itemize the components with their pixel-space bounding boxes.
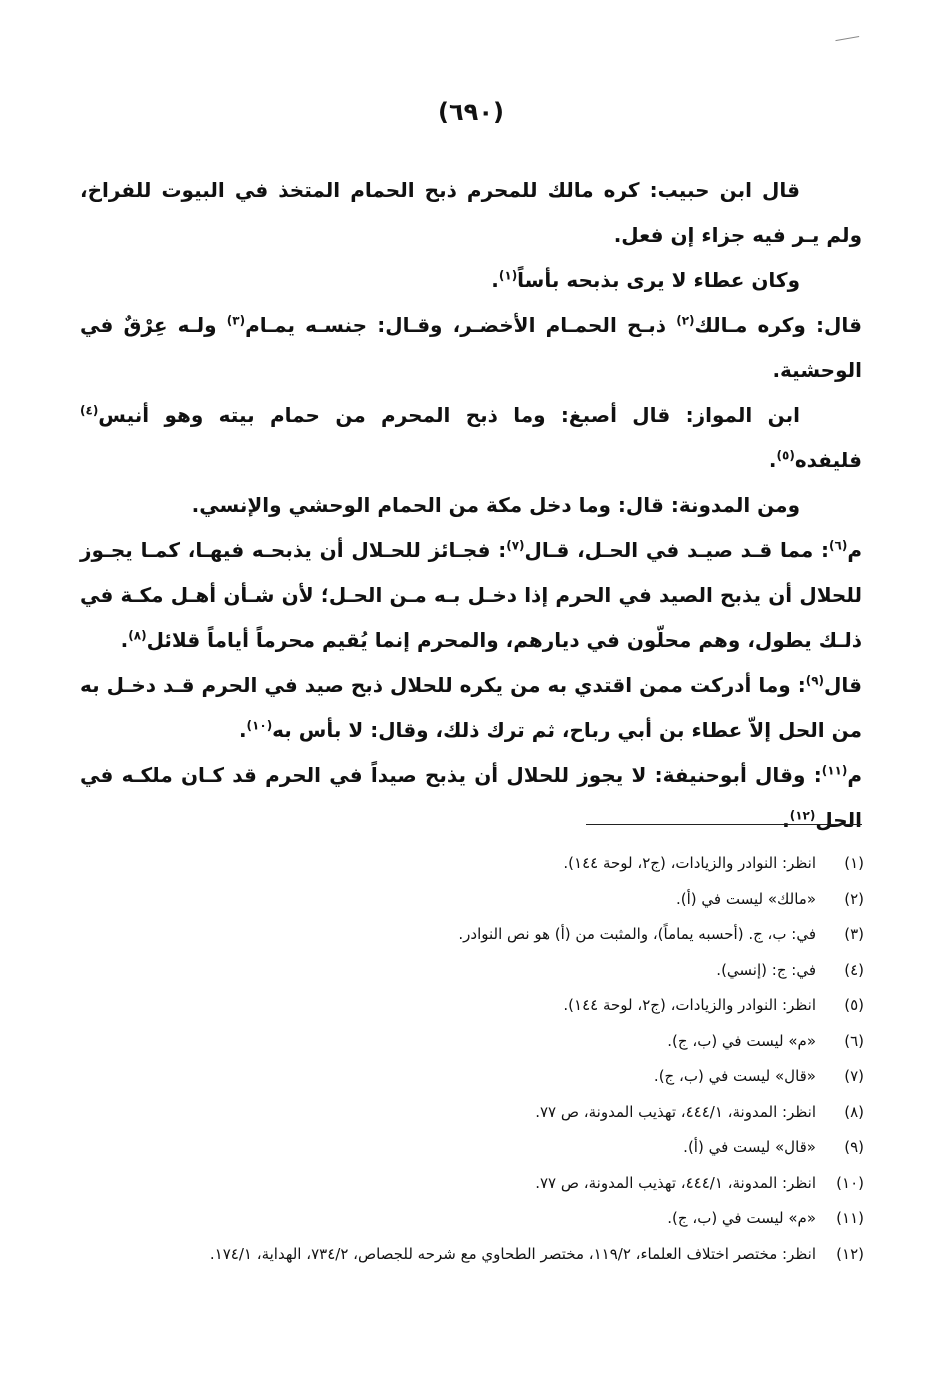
footnote-item — [80, 953, 864, 989]
footnote-divider — [586, 824, 862, 825]
footnote-number: (١٢) — [836, 1244, 864, 1263]
text-segment: . — [768, 448, 777, 472]
text-segment: . — [238, 718, 247, 742]
footnote-ref: (٣) — [226, 313, 246, 328]
page-number: (٦٩٠) — [438, 98, 504, 126]
text-segment: وكان عطاء لا يرى بذبحه بأساً — [517, 268, 800, 292]
footnote-number: (٦) — [844, 1031, 864, 1050]
footnote-item — [80, 988, 864, 1024]
footnote-text: «م» ليست في (ب، ج). — [667, 1209, 816, 1227]
text-segment: قال — [824, 673, 862, 697]
footnote-ref: (٥) — [776, 448, 795, 463]
footnote-number: (٨) — [844, 1102, 864, 1121]
paragraph — [80, 303, 862, 393]
footnote-item — [80, 1059, 864, 1095]
footnote-item — [80, 1130, 864, 1166]
footnote-number: (٤) — [844, 960, 864, 979]
text-segment: ولـه عِرْقٌ في الوحشية. — [80, 313, 862, 382]
footnote-ref: (١) — [498, 268, 518, 283]
text-segment: قال: وكره مـالك — [694, 313, 863, 337]
text-segment: : فجـائز للحـلال أن يذبحـه فيهـا، كمـا يجـوز للحلال أن يذبح الصيد في الحرم إذا دخـل بـه مـن الحـل؛ لأن شـأن أهـل مكـة في ذلـك يطول، وهم محلّون في ديارهم، والمحرم إنما يُقيم محرماً أياماً قلائل — [80, 538, 862, 652]
footnote-number: (١) — [844, 854, 864, 872]
text-segment: : وقال أبوحنيفة: لا يجوز للحلال أن يذبح صيداً في الحرم قد كـان ملكـه في الحل — [80, 763, 862, 832]
paragraph — [80, 753, 862, 843]
footnote-item — [80, 1201, 864, 1237]
footnote-ref: (٨) — [128, 628, 147, 643]
footnote-ref: (١١) — [821, 763, 848, 778]
footnote-ref: (٩) — [805, 673, 825, 688]
main-text — [80, 168, 862, 843]
text-segment: . — [120, 628, 129, 652]
footnote-ref: (٧) — [506, 538, 525, 553]
footnote-text: «قال» ليست في (أ). — [683, 1138, 816, 1156]
footnote-number: (١٠) — [836, 1173, 864, 1192]
footnote-text: انظر: المدونة، ٤٤٤/١، تهذيب المدونة، ص ٧٧. — [535, 1102, 816, 1121]
text-segment: قال ابن حبيب: كره مالك للمحرم ذبح الحمام المتخذ في البيوت للفراخ، ولم يـر فيه جزاء إن فعل. — [80, 178, 862, 247]
footnote-ref: (٦) — [829, 538, 848, 553]
footnote-text: في: ب، ج. (أحسبه يماماً)، والمثبت من (أ) هو نص النوادر. — [458, 925, 816, 943]
text-segment: . — [491, 268, 499, 292]
footnote-item — [80, 1237, 864, 1273]
footnote-item — [80, 1095, 864, 1131]
footnote-text: في: ج: (إنسي). — [716, 960, 816, 979]
paragraph — [80, 663, 862, 753]
footnote-ref: (٢) — [676, 313, 695, 328]
paragraph — [80, 393, 862, 483]
paragraph — [80, 168, 862, 258]
footnote-text: انظر: النوادر والزيادات، (ج٢، لوحة ١٤٤). — [563, 996, 816, 1014]
footnote-number: (٧) — [844, 1067, 864, 1085]
text-segment: : مما قـد صيـد في الحـل، قـال — [524, 538, 830, 562]
footnotes-list — [80, 846, 864, 1272]
footnote-item — [80, 846, 864, 882]
text-segment: ذبـح الحمـام الأخضـر، وقـال: جنسـه يمـام — [245, 313, 677, 337]
footnote-text: انظر: النوادر والزيادات، (ج٢، لوحة ١٤٤). — [563, 854, 816, 872]
text-segment: ومن المدونة: قال: وما دخل مكة من الحمام الوحشي والإنسي. — [191, 493, 800, 517]
footnote-item — [80, 1024, 864, 1060]
footnote-ref: (٤) — [80, 403, 99, 418]
footnote-number: (٣) — [844, 925, 864, 943]
paragraph — [80, 528, 862, 663]
footnote-number: (٩) — [844, 1138, 864, 1156]
text-segment: م — [847, 763, 862, 787]
footnote-item — [80, 1166, 864, 1202]
paragraph — [80, 258, 862, 303]
scan-mark — [835, 36, 860, 49]
footnote-text: انظر: مختصر اختلاف العلماء، ١١٩/٢، مختصر الطحاوي مع شرحه للجصاص، ٧٣٤/٢، الهداية، ١٧٤/١. — [209, 1244, 816, 1263]
footnote-ref: (١٢) — [789, 808, 816, 823]
footnote-number: (٢) — [844, 889, 864, 908]
footnote-ref: (١٠) — [246, 718, 273, 733]
footnote-text: انظر: المدونة، ٤٤٤/١، تهذيب المدونة، ص ٧٧. — [535, 1173, 816, 1192]
paragraph — [80, 483, 862, 528]
text-segment: فليفده — [794, 448, 862, 472]
footnote-text: «مالك» ليست في (أ). — [676, 889, 816, 908]
text-segment: : وما أدركت ممن اقتدي به من يكره للحلال ذبح صيد في الحرم قـد دخـل به من الحل إلاّ عطاء بن أبي رباح، ثم ترك ذلك، وقال: لا بأس به — [80, 673, 862, 742]
footnote-text: «قال» ليست في (ب، ج). — [653, 1067, 816, 1085]
footnote-text: «م» ليست في (ب، ج). — [667, 1031, 816, 1050]
text-segment: م — [847, 538, 862, 562]
footnote-item — [80, 917, 864, 953]
footnote-number: (١١) — [836, 1209, 864, 1227]
text-segment: . — [782, 808, 790, 832]
footnote-number: (٥) — [844, 996, 864, 1014]
footnote-item — [80, 882, 864, 918]
text-segment: ابن المواز: قال أصبغ: وما ذبح المحرم من حمام بيته وهو أنيس — [98, 403, 800, 427]
